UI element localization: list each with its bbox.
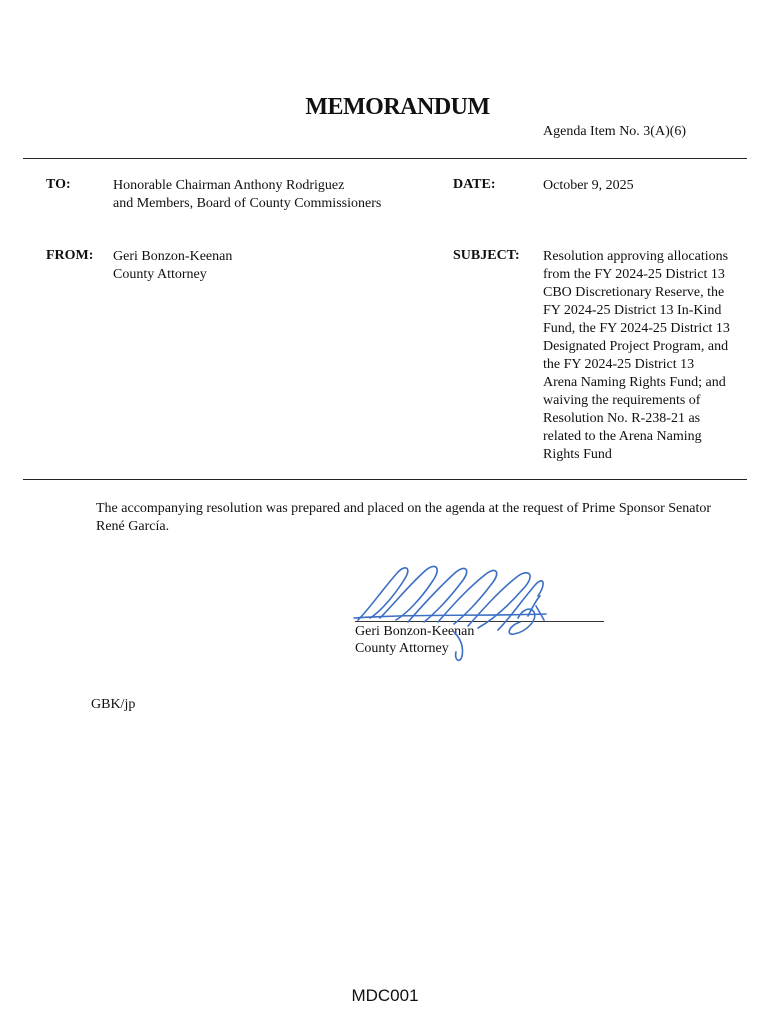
- signer-title: County Attorney: [355, 641, 449, 656]
- subject-line: Resolution No. R-238-21 as: [543, 411, 701, 426]
- header-top-rule: [23, 158, 747, 159]
- subject-label: SUBJECT:: [453, 248, 520, 263]
- from-line: Geri Bonzon-Keenan: [113, 249, 233, 264]
- subject-line: Resolution approving allocations: [543, 249, 729, 264]
- to-line: and Members, Board of County Commissioners: [113, 196, 382, 211]
- to-label: TO:: [46, 177, 71, 192]
- to-line: Honorable Chairman Anthony Rodriguez: [113, 178, 345, 193]
- subject-line: Fund, the FY 2024-25 District 13: [543, 321, 730, 336]
- subject-line: related to the Arena Naming: [543, 429, 702, 444]
- body-paragraph: The accompanying resolution was prepared and placed on the agenda at the request of Prime Sponsor Senator René García.: [96, 501, 712, 534]
- subject-line: waiving the requirements of: [543, 393, 701, 408]
- from-sender: [113, 248, 232, 284]
- agenda-item-number: Agenda Item No. 3(A)(6): [543, 124, 687, 139]
- handwritten-signature: [350, 560, 630, 670]
- subject-text: [543, 248, 749, 464]
- to-recipient: [113, 177, 381, 213]
- subject-line: CBO Discretionary Reserve, the: [543, 285, 725, 300]
- subject-line: the FY 2024-25 District 13: [543, 357, 695, 372]
- date-label: DATE:: [453, 177, 496, 192]
- subject-line: Rights Fund: [543, 447, 612, 462]
- header-bottom-rule: [23, 479, 747, 480]
- subject-line: Designated Project Program, and: [543, 339, 729, 354]
- date-value: October 9, 2025: [543, 178, 634, 193]
- from-line: County Attorney: [113, 267, 207, 282]
- subject-line: from the FY 2024-25 District 13: [543, 267, 725, 282]
- signer-name: Geri Bonzon-Keenan: [355, 624, 475, 639]
- page-code: MDC001: [351, 986, 419, 1005]
- author-initials: GBK/jp: [91, 697, 136, 712]
- memo-title: MEMORANDUM: [305, 94, 490, 120]
- from-label: FROM:: [46, 248, 94, 263]
- subject-line: Arena Naming Rights Fund; and: [543, 375, 726, 390]
- subject-line: FY 2024-25 District 13 In-Kind: [543, 303, 722, 318]
